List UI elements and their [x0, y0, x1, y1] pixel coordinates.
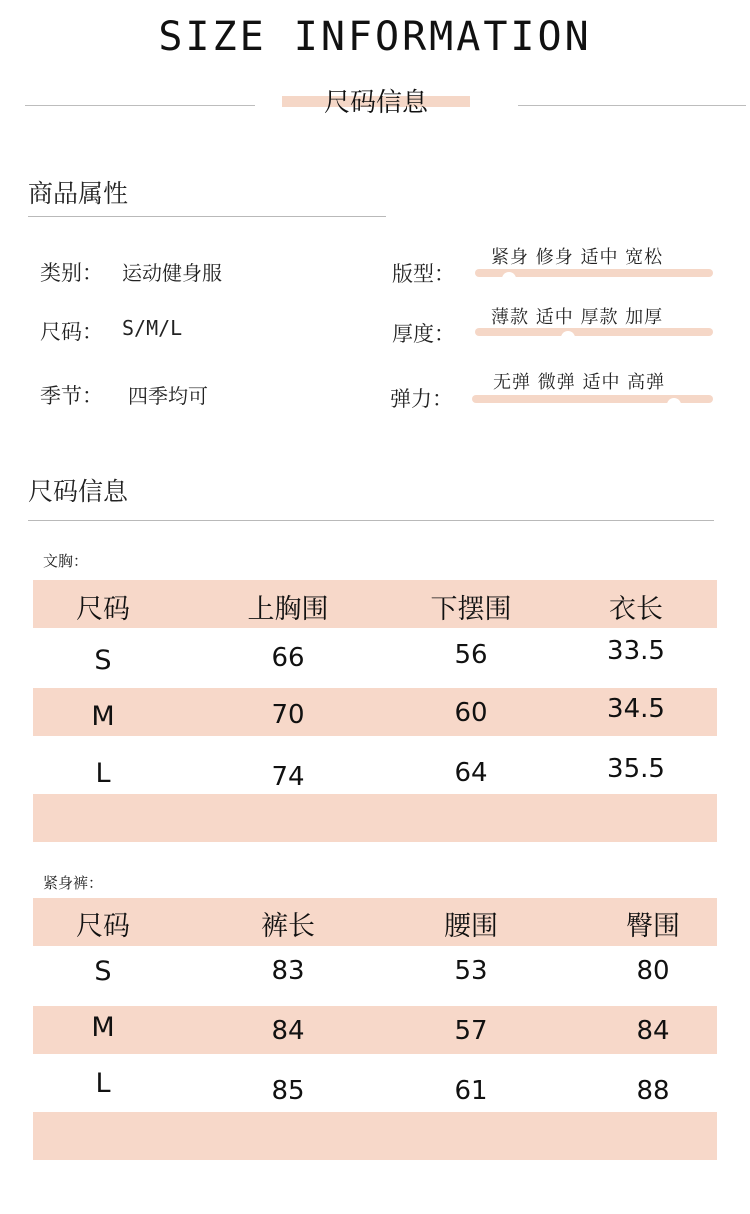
value-cell: 56 — [454, 640, 488, 670]
thickness-scale-indicator — [561, 331, 575, 345]
table-row — [33, 1006, 717, 1054]
table-row — [33, 688, 717, 736]
value-cell: 88 — [636, 1076, 670, 1106]
elasticity-scale-options: 无弹 微弹 适中 高弹 — [493, 372, 666, 393]
attr-label-size: 尺码： — [40, 320, 103, 344]
bra-size-table — [33, 580, 717, 842]
value-cell: 83 — [271, 956, 305, 986]
value-cell: 57 — [454, 1016, 488, 1046]
size-cell: L — [95, 758, 111, 789]
elasticity-scale-indicator — [667, 398, 681, 412]
attr-value-category: 运动健身服 — [122, 261, 222, 285]
fit-scale-indicator — [502, 272, 516, 286]
header-cell: 衣长 — [609, 594, 663, 625]
table-header-row — [33, 898, 717, 946]
attr-value-season: 四季均可 — [128, 384, 208, 408]
value-cell: 74 — [271, 762, 305, 792]
table-row — [33, 1064, 717, 1112]
divider-right — [518, 105, 746, 106]
value-cell: 64 — [454, 758, 488, 788]
value-cell: 85 — [271, 1076, 305, 1106]
size-cell: L — [95, 1068, 111, 1099]
table-footer-row — [33, 1112, 717, 1160]
table-row — [33, 636, 717, 688]
attributes-heading: 商品属性 — [28, 179, 129, 208]
table-row — [33, 950, 717, 998]
value-cell: 61 — [454, 1076, 488, 1106]
value-cell: 66 — [271, 643, 305, 673]
size-underline — [28, 520, 714, 521]
header-cell: 腰围 — [444, 911, 498, 942]
value-cell: 80 — [636, 956, 670, 986]
size-heading: 尺码信息 — [28, 477, 129, 506]
value-cell: 53 — [454, 956, 488, 986]
attr-label-season: 季节： — [40, 384, 103, 408]
value-cell: 35.5 — [607, 754, 665, 784]
tights-size-table — [33, 898, 717, 1160]
attr-label-category: 类别： — [40, 261, 103, 285]
value-cell: 33.5 — [607, 636, 665, 666]
value-cell: 34.5 — [607, 694, 665, 724]
attributes-underline — [28, 216, 386, 217]
header-cell: 裤长 — [261, 911, 315, 942]
thickness-scale-options: 薄款 适中 厚款 加厚 — [491, 307, 664, 328]
value-cell: 60 — [454, 698, 488, 728]
fit-scale-options: 紧身 修身 适中 宽松 — [491, 247, 664, 268]
fit-scale-bar — [475, 269, 713, 277]
thickness-scale-bar — [475, 328, 713, 336]
header-cell: 尺码 — [76, 911, 130, 942]
attr-label-fit: 版型： — [392, 262, 455, 286]
page-subtitle: 尺码信息 — [323, 88, 428, 118]
size-cell: M — [91, 1012, 115, 1043]
table-row — [33, 746, 717, 794]
table-footer-row — [33, 794, 717, 842]
divider-left — [25, 105, 255, 106]
value-cell: 70 — [271, 700, 305, 730]
page-title: SIZE INFORMATION — [158, 14, 592, 60]
attr-value-size: S/M/L — [122, 316, 183, 340]
attr-label-elasticity: 弹力： — [390, 387, 453, 411]
value-cell: 84 — [636, 1016, 670, 1046]
header-cell: 上胸围 — [247, 594, 329, 625]
header-cell: 尺码 — [76, 594, 130, 625]
size-cell: M — [91, 701, 115, 732]
table-header-row — [33, 580, 717, 628]
size-cell: S — [94, 645, 112, 676]
header-cell: 臀围 — [626, 911, 680, 942]
elasticity-scale-bar — [472, 395, 713, 403]
tights-table-caption: 紧身裤： — [43, 874, 104, 892]
attr-label-thickness: 厚度： — [392, 322, 455, 346]
header-cell: 下摆围 — [430, 594, 512, 625]
bra-table-caption: 文胸： — [43, 552, 89, 570]
size-cell: S — [94, 956, 112, 987]
value-cell: 84 — [271, 1016, 305, 1046]
